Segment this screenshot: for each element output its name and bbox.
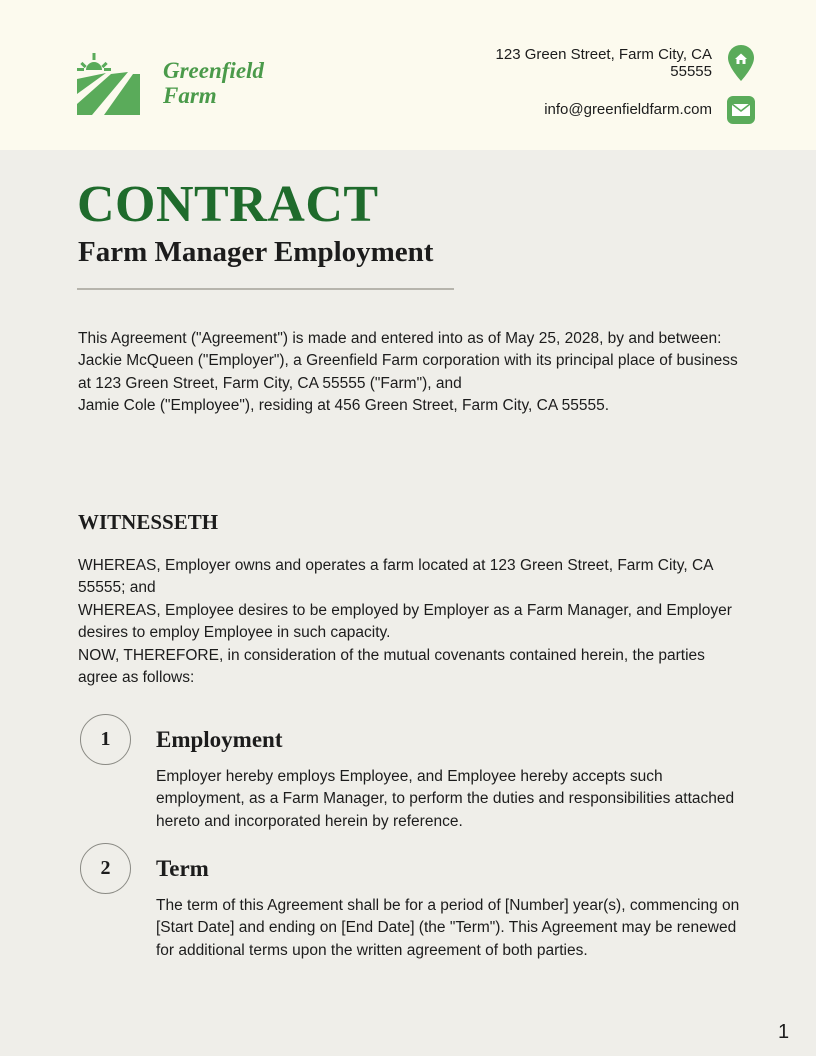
section-number-badge: 1: [80, 714, 131, 765]
witnesseth-paragraph: WHEREAS, Employer owns and operates a farm located at 123 Green Street, Farm City, CA 55555; and: [78, 557, 713, 597]
title-divider: [77, 288, 454, 290]
letterhead: [0, 0, 816, 150]
section-number-badge: 2: [80, 843, 131, 894]
document-title: CONTRACT: [77, 176, 379, 233]
intro-paragraph: Jamie Cole ("Employee"), residing at 456 Green Street, Farm City, CA 55555.: [78, 397, 610, 415]
contact-address: 123 Green Street, Farm City, CA 55555: [495, 46, 712, 80]
witnesseth-heading: WITNESSETH: [78, 510, 219, 534]
intro-paragraph: Jackie McQueen ("Employer"), a Greenfield Farm corporation with its principal place of business at 123 Green Street, Farm City, CA 55555 ("Farm"), and: [78, 352, 738, 392]
company-logo: [76, 52, 276, 118]
intro-paragraph: This Agreement ("Agreement") is made and entered into as of May 25, 2028, by and between:: [78, 330, 722, 347]
section-body: The term of this Agreement shall be for a period of [Number] year(s), commencing on [Start Date] and ending on [End Date] (the "Term"). This Agreement may be renewed for additional terms upon the written agreement of both parties.: [156, 897, 740, 959]
page-number: 1: [778, 1021, 790, 1043]
envelope-icon: [727, 96, 755, 129]
section-title: Term: [156, 856, 209, 881]
witnesseth-paragraph: NOW, THEREFORE, in consideration of the mutual covenants contained herein, the parties agree as follows:: [78, 646, 705, 687]
witnesseth-paragraph: WHEREAS, Employee desires to be employed by Employer as a Farm Manager, and Employer desires to employ Employee in such capacity.: [78, 601, 732, 642]
section-body: Employer hereby employs Employee, and Employee hereby accepts such employment, as a Farm Manager, to perform the duties and responsibilities attached hereto and incorporated herein by reference.: [156, 768, 735, 830]
intro-section: [78, 328, 738, 418]
section-title: Employment: [156, 727, 283, 752]
contact-email: info@greenfieldfarm.com: [544, 101, 712, 118]
witnesseth-section: [78, 555, 738, 689]
brand-name: Greenfield Farm: [163, 58, 264, 108]
document-subtitle: Farm Manager Employment: [78, 236, 434, 268]
sun-fields-logo-icon: [76, 52, 142, 118]
location-pin-icon: [727, 44, 755, 87]
